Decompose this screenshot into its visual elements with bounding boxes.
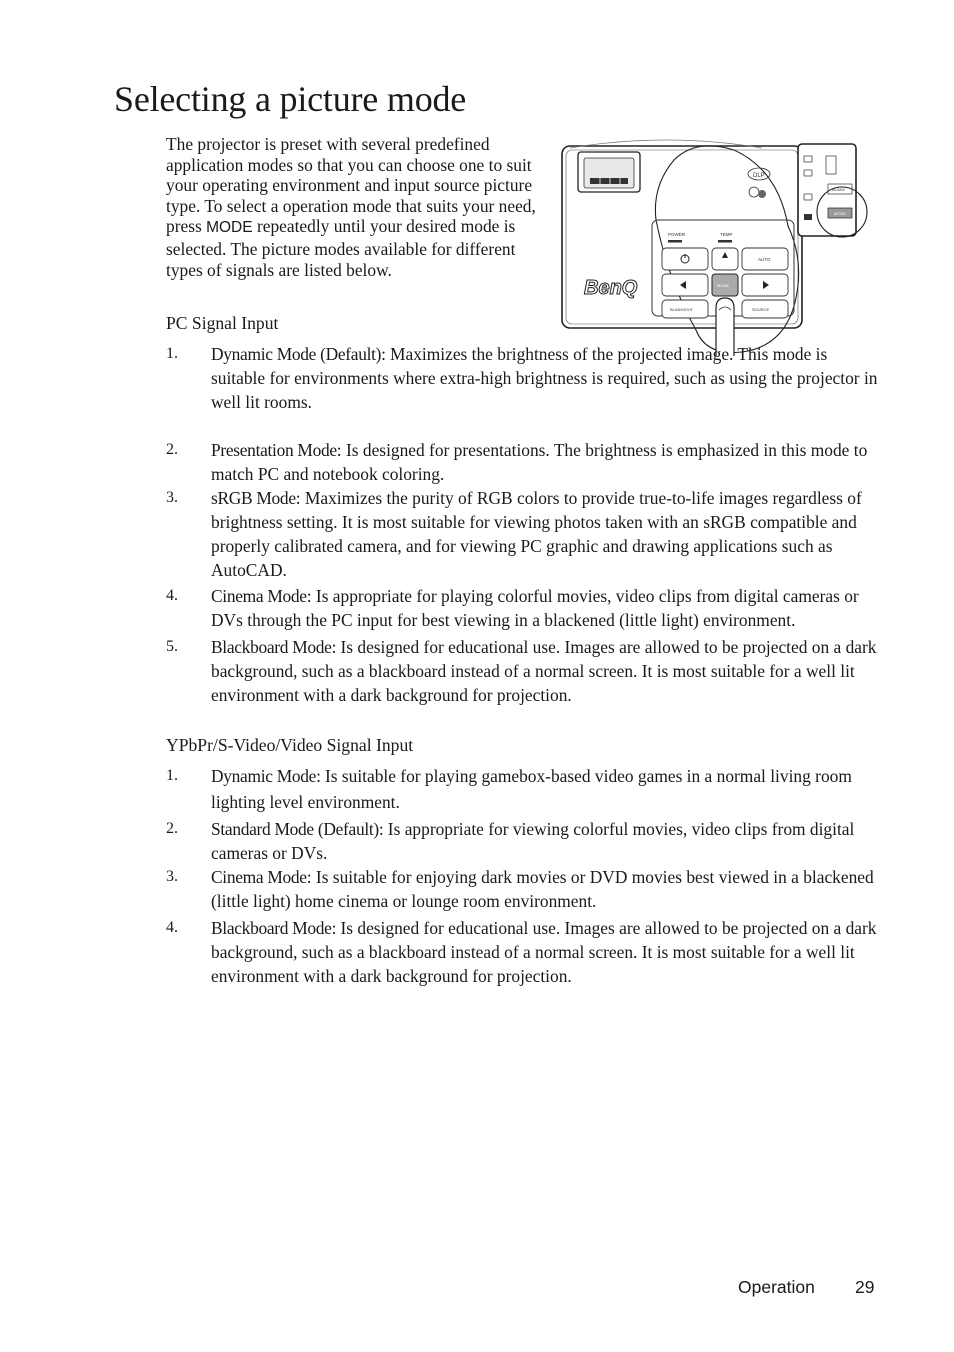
mode-term: Dynamic Mode (Default):: [211, 344, 386, 364]
projector-illustration: [556, 130, 872, 358]
list-item: [166, 486, 878, 582]
mode-description: Is designed for educational use. Images are allowed to be projected on a dark background, such as a blackboard instead of a normal screen. It is most suitable for a well lit environment with a dark background for projection.: [211, 637, 877, 705]
mode-key-name: MODE: [206, 219, 253, 237]
mode-term: Standard Mode (Default):: [211, 819, 384, 839]
footer-section-name: Operation: [738, 1277, 815, 1297]
mode-description: Is designed for educational use. Images are allowed to be projected on a dark background, such as a blackboard instead of a normal screen. It is most suitable for a well lit environment with a dark background for projection.: [211, 918, 877, 986]
item-number: 2.: [166, 441, 178, 458]
intro-paragraph: [166, 134, 544, 280]
mode-description: : Is appropriate for playing colorful movies, video clips from digital cameras or DVs through the PC input for best viewing in a blackened (little light) environment.: [211, 586, 859, 630]
list-item: [166, 817, 878, 865]
footer-page-number: 29: [855, 1277, 875, 1297]
intro-text-start: The projector is preset with several predefined application modes so that you can choose one to suit your operating environment and input source picture type. To select a operation mode that suits your need, press: [166, 134, 536, 237]
mode-term: Presentation Mode: [211, 440, 337, 460]
mode-description: Is suitable for playing gamebox-based video games in a normal living room lighting level environment.: [211, 766, 852, 812]
mode-term: Blackboard Mode:: [211, 637, 337, 657]
item-number: 3.: [166, 868, 178, 885]
item-number: 4.: [166, 587, 178, 604]
dlp-logo-text: DLP: [753, 173, 765, 179]
power-indicator-label: POWER: [668, 232, 686, 237]
item-number: 1.: [166, 767, 178, 784]
mode-description: : Is designed for presentations. The brightness is emphasized in this mode to match PC and notebook coloring.: [211, 440, 868, 484]
page-title: Selecting a picture mode: [114, 79, 467, 119]
intro-text-end: repeatedly until your desired mode is selected. The picture modes available for different types of signals are listed below.: [166, 216, 516, 280]
source-button-label: SOURCE: [752, 307, 770, 312]
mode-button-label: MODE: [717, 283, 729, 288]
item-number: 2.: [166, 820, 178, 837]
mode-term: Cinema Mode: [211, 867, 307, 887]
list-item: [166, 584, 878, 632]
item-number: 1.: [166, 345, 178, 362]
blank-exit-button-label: BLANK/EXIT: [670, 307, 694, 312]
list-item: [166, 916, 878, 988]
item-number: 5.: [166, 638, 178, 655]
mode-term: sRGB Mode: [211, 488, 296, 508]
list-item: [166, 342, 878, 414]
remote-blank-label: BLANK: [832, 187, 846, 192]
mode-term: Blackboard Mode:: [211, 918, 337, 938]
remote-mode-label: MODE: [834, 211, 846, 216]
pc-mode-items: [166, 342, 878, 414]
pc-signal-heading: PC Signal Input: [166, 313, 279, 333]
brand-logo: BenQ: [584, 277, 638, 299]
pc-mode-items-rest: [166, 438, 878, 707]
mode-description: : Maximizes the purity of RGB colors to provide true-to-life images regardless of brightness setting. It is most suitable for viewing photos taken with an sRGB compatible and properly calibrated camera, and for viewing PC graphic and drawing applications such as AutoCAD.: [211, 488, 862, 580]
list-item: [166, 635, 878, 707]
mode-description: Maximizes the brightness of the projected image. This mode is suitable for environments where extra-high brightness is required, such as using the projector in well lit rooms.: [211, 344, 878, 412]
temp-indicator-label: TEMP: [720, 232, 733, 237]
projector-control-panel-figure: [556, 130, 872, 358]
auto-button-label: AUTO: [758, 257, 771, 262]
mode-term: Cinema Mode: [211, 586, 307, 606]
list-item: [166, 763, 878, 815]
mode-term: Dynamic Mode:: [211, 766, 321, 786]
item-number: 4.: [166, 919, 178, 936]
item-number: 3.: [166, 489, 178, 506]
video-mode-items: [166, 763, 878, 988]
mode-description: Is appropriate for viewing colorful movies, video clips from digital cameras or DVs.: [211, 819, 855, 863]
list-item: [166, 865, 878, 913]
mode-description: : Is suitable for enjoying dark movies or DVD movies best viewed in a blackened (little light) home cinema or lounge room environment.: [211, 867, 874, 911]
list-item: [166, 438, 878, 486]
video-signal-heading: YPbPr/S-Video/Video Signal Input: [166, 735, 414, 755]
